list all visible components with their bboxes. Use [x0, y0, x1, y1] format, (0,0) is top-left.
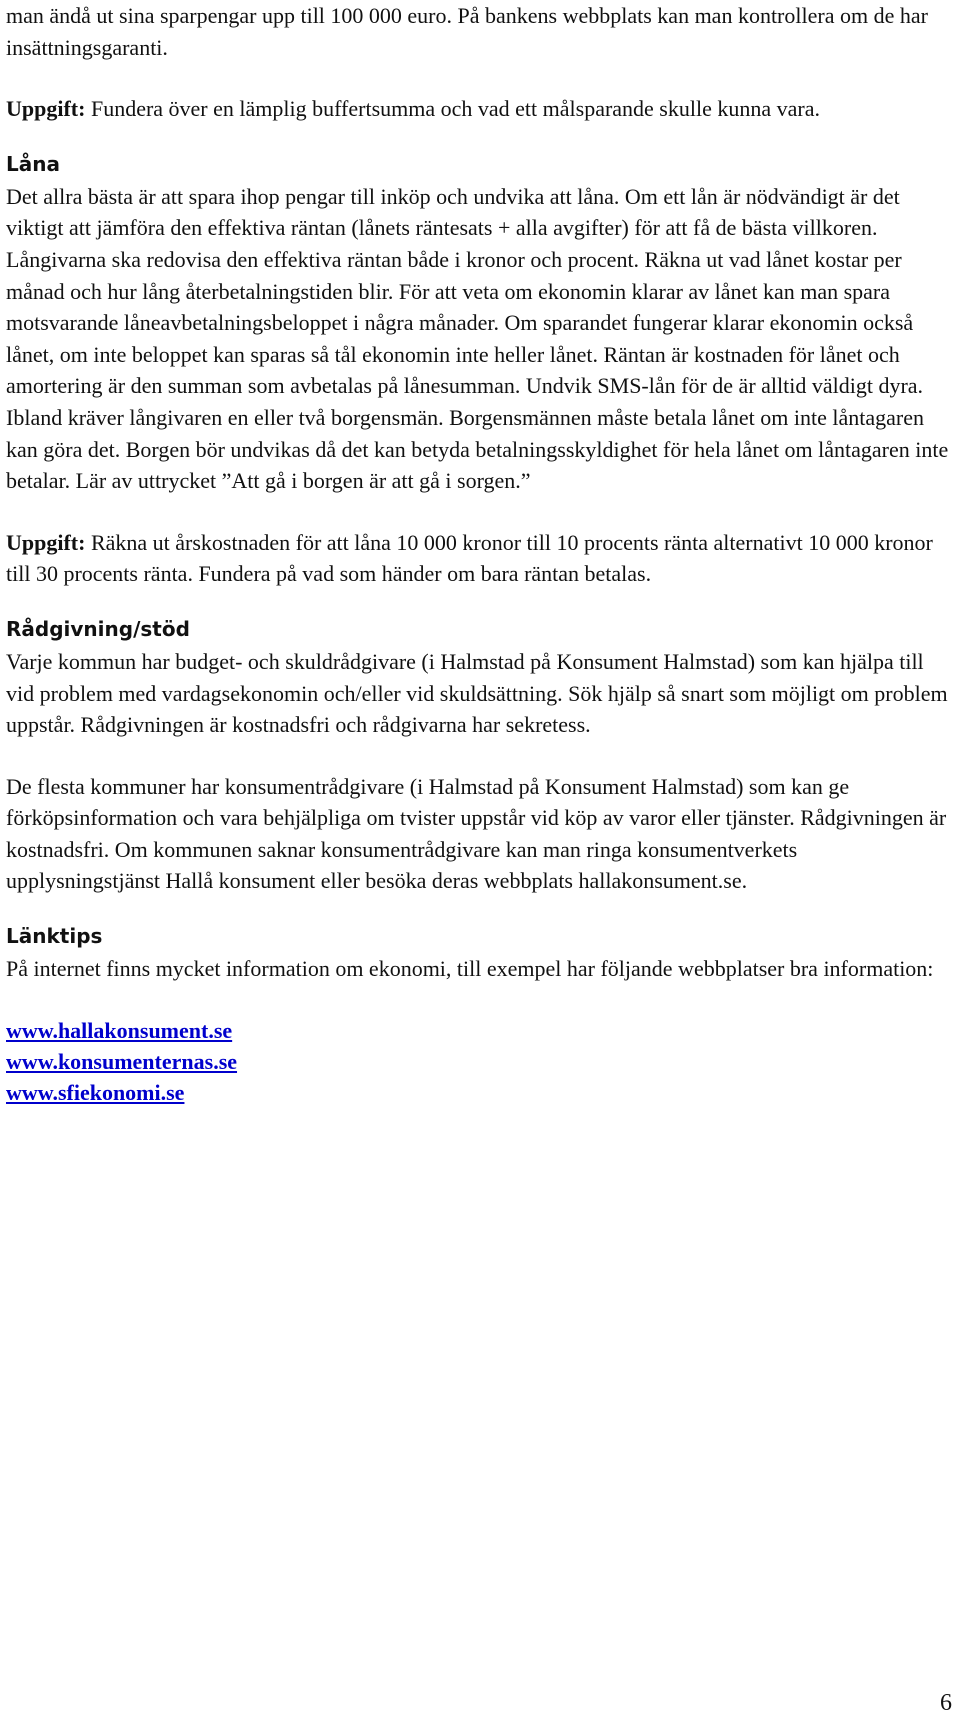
radgivning-paragraph-2: De flesta kommuner har konsumentrådgivare (i Halmstad på Konsument Halmstad) som kan ge förköpsinformation och vara behjälpliga om tvister uppstår vid köp av varor eller tjänster. Rådgivningen är kostnadsfri. Om kommunen saknar konsumentrådgivare kan man ringa konsumentverkets upplysningstjänst Hallå konsument eller besöka deras webbplats hallakonsument.se.: [6, 773, 947, 894]
lanktips-paragraph: På internet finns mycket information om ekonomi, till exempel har följande webbplatser bra information:: [6, 956, 934, 982]
link-hallakonsument[interactable]: www.hallakonsument.se: [6, 1017, 233, 1043]
radgivning-paragraph-1: Varje kommun har budget- och skuldrådgivare (i Halmstad på Konsument Halmstad) som kan hjälpa till vid problem med vardagsekonomin och/eller vid skuldsättning. Sök hjälp så snart som möjligt om problem uppstår. Rådgivningen är kostnadsfri och rådgivarna har sekretess.: [6, 648, 948, 738]
task-text: Räkna ut årskostnaden för att låna 10 000 kronor till 10 procents ränta alternativt 10 000 kronor till 30 procents ränta. Fundera på vad som händer om bara räntan betalas.: [6, 529, 933, 587]
link-list: [6, 1015, 956, 1108]
section-heading-lana: Låna: [6, 151, 60, 176]
task-label: Uppgift:: [6, 96, 86, 122]
document-page: [6, 0, 956, 1108]
task-paragraph-loan: [6, 527, 956, 590]
task-label: Uppgift:: [6, 529, 86, 555]
link-konsumenternas[interactable]: www.konsumenternas.se: [6, 1048, 238, 1074]
section-heading-lanktips: Länktips: [6, 924, 103, 949]
section-heading-radgivning: Rådgivning/stöd: [6, 616, 190, 641]
task-text: Fundera över en lämplig buffertsumma och vad ett målsparande skulle kunna vara.: [85, 96, 820, 122]
task-paragraph-savings: [6, 93, 956, 125]
page-number: 6: [940, 1690, 952, 1716]
intro-paragraph: man ändå ut sina sparpengar upp till 100 000 euro. På bankens webbplats kan man kontrollera om de har insättningsgaranti.: [6, 3, 928, 60]
link-sfiekonomi[interactable]: www.sfiekonomi.se: [6, 1079, 185, 1105]
lana-paragraph: Det allra bästa är att spara ihop pengar till inköp och undvika att låna. Om ett lån är nödvändigt är det viktigt att jämföra den effektiva räntan (lånets räntesats + alla avgifter) för att få de bästa villkoren. Långivarna ska redovisa den effektiva räntan både i kronor och procent. Räkna ut vad lånet kostar per månad och hur lång återbetalningstiden blir. För att veta om ekonomin klarar av lånet kan man spara motsvarande låneavbetalningsbeloppet i några månader. Om sparandet fungerar klarar ekonomin också lånet, om inte beloppet kan sparas så tål ekonomin inte heller lånet. Räntan är kostnaden för lånet och amortering är den summan som avbetalas på lånesumman. Undvik SMS-lån för de är alltid väldigt dyra. Ibland kräver långivaren en eller två borgensmän. Borgensmännen måste betala lånet om inte låntagaren kan göra det. Borgen bör undvikas då det kan betyda betalningsskyldighet för hela lånet om låntagaren inte betalar. Lär av uttrycket ”Att gå i borgen är att gå i sorgen.”: [6, 183, 949, 494]
